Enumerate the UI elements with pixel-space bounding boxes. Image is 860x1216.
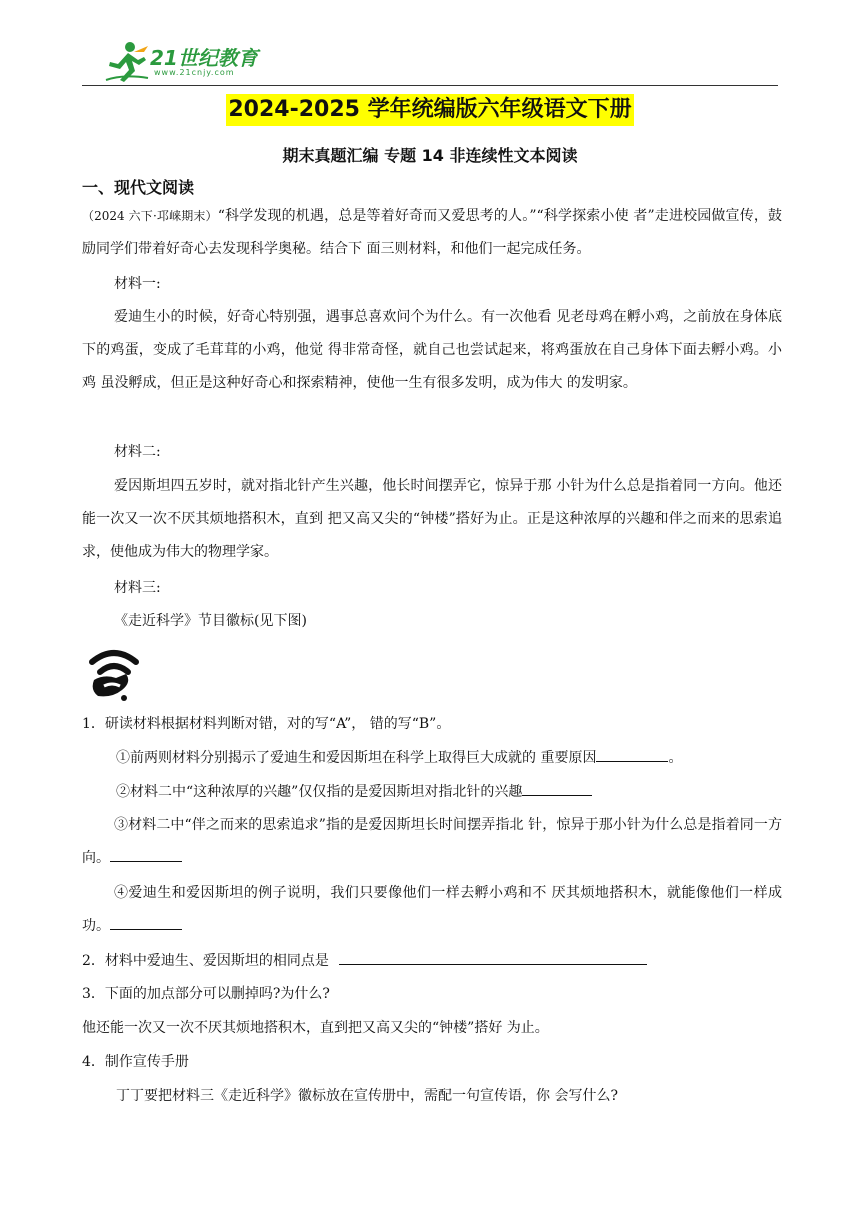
material-2-label: 材料二: (114, 444, 161, 460)
zoujin-kexue-emblem-icon (86, 646, 142, 702)
logo-text: 21世纪教育 (150, 46, 258, 70)
question-3-text: 他还能一次又一次不厌其烦地搭积木，直到把又高又尖的“钟楼”搭好 为止。 (82, 1020, 549, 1036)
material-1-text: 爱迪生小的时候，好奇心特别强，遇事总喜欢问个为什么。有一次他看 见老母鸡在孵小鸡，之前放在身体底下的鸡蛋，变成了毛茸茸的小鸡，他觉 得非常奇怪，就自己也尝试起来，将鸡蛋放在自己身体下面去孵小鸡。小鸡 虽没孵成，但正是这种好奇心和探索精神，使他一生有很多发明，成为伟大 的发明家。 (82, 309, 782, 391)
answer-blank-1-2[interactable] (522, 779, 592, 796)
intro-text: “科学发现的机遇，总是等着好奇而又爱思考的人。”“科学探索小使 者”走进校园做宣传，鼓励同学们带着好奇心去发现科学奥秘。结合下 面三则材料，和他们一起完成任务。 (82, 208, 783, 257)
material-3-text: 《走近科学》节目徽标(见下图) (114, 613, 307, 629)
question-1-item-2 (116, 779, 592, 804)
material-1-label: 材料一: (114, 276, 161, 292)
question-1-item-3 (82, 809, 782, 875)
answer-blank-2[interactable] (339, 948, 647, 965)
question-2 (82, 948, 647, 973)
intro-paragraph (82, 200, 782, 266)
answer-blank-1-1[interactable] (596, 745, 668, 762)
question-1-item-2-text: ②材料二中“这种浓厚的兴趣”仅仅指的是爱因斯坦对指北针的兴趣 (116, 784, 523, 800)
question-1: 1．研读材料根据材料判断对错，对的写“A”， 错的写“B”。 (82, 716, 451, 732)
header-divider (82, 85, 778, 86)
page-title: 2024-2025 学年统编版六年级语文下册 (226, 94, 633, 126)
question-1-item-4 (82, 877, 782, 943)
question-2-text: 2．材料中爱迪生、爱因斯坦的相同点是 (82, 953, 329, 969)
material-3-label: 材料三: (114, 580, 161, 596)
question-1-item-1-end: 。 (668, 750, 683, 766)
question-1-item-1 (116, 745, 682, 770)
question-1-item-3-text: ③材料二中“伴之而来的思索追求”指的是爱因斯坦长时间摆弄指北 针，惊异于那小针为什么总是指着同一方向。 (82, 817, 782, 866)
runner-icon (104, 40, 150, 84)
title-wrap (0, 94, 860, 126)
question-4: 4．制作宣传手册 (82, 1054, 189, 1070)
question-1-item-1-text: ①前两则材料分别揭示了爱迪生和爱因斯坦在科学上取得巨大成就的 重要原因 (116, 750, 597, 766)
answer-blank-1-4[interactable] (110, 913, 182, 930)
logo-url: www.21cnjy.com (154, 68, 235, 77)
page-subtitle: 期末真题汇编 专题 14 非连续性文本阅读 (282, 146, 578, 165)
question-3: 3．下面的加点部分可以删掉吗?为什么? (82, 986, 330, 1002)
answer-blank-1-3[interactable] (110, 845, 182, 862)
site-logo (104, 40, 274, 84)
question-1-item-4-text: ④爱迪生和爱因斯坦的例子说明，我们只要像他们一样去孵小鸡和不 厌其烦地搭积木，就能像他们一样成功。 (82, 885, 782, 934)
section-heading: 一、现代文阅读 (82, 178, 195, 197)
material-2-text: 爱因斯坦四五岁时，就对指北针产生兴趣，他长时间摆弄它，惊异于那 小针为什么总是指着同一方向。他还能一次又一次不厌其烦地搭积木，直到 把又高又尖的“钟楼”搭好为止。正是这种浓厚的兴趣和伴之而来的思索追 求，使他成为伟大的物理学家。 (82, 478, 782, 560)
question-source: （2024 六下·邛崃期末） (82, 209, 218, 223)
question-4-text: 丁丁要把材料三《走近科学》徽标放在宣传册中，需配一句宣传语，你 会写什么? (116, 1088, 618, 1104)
